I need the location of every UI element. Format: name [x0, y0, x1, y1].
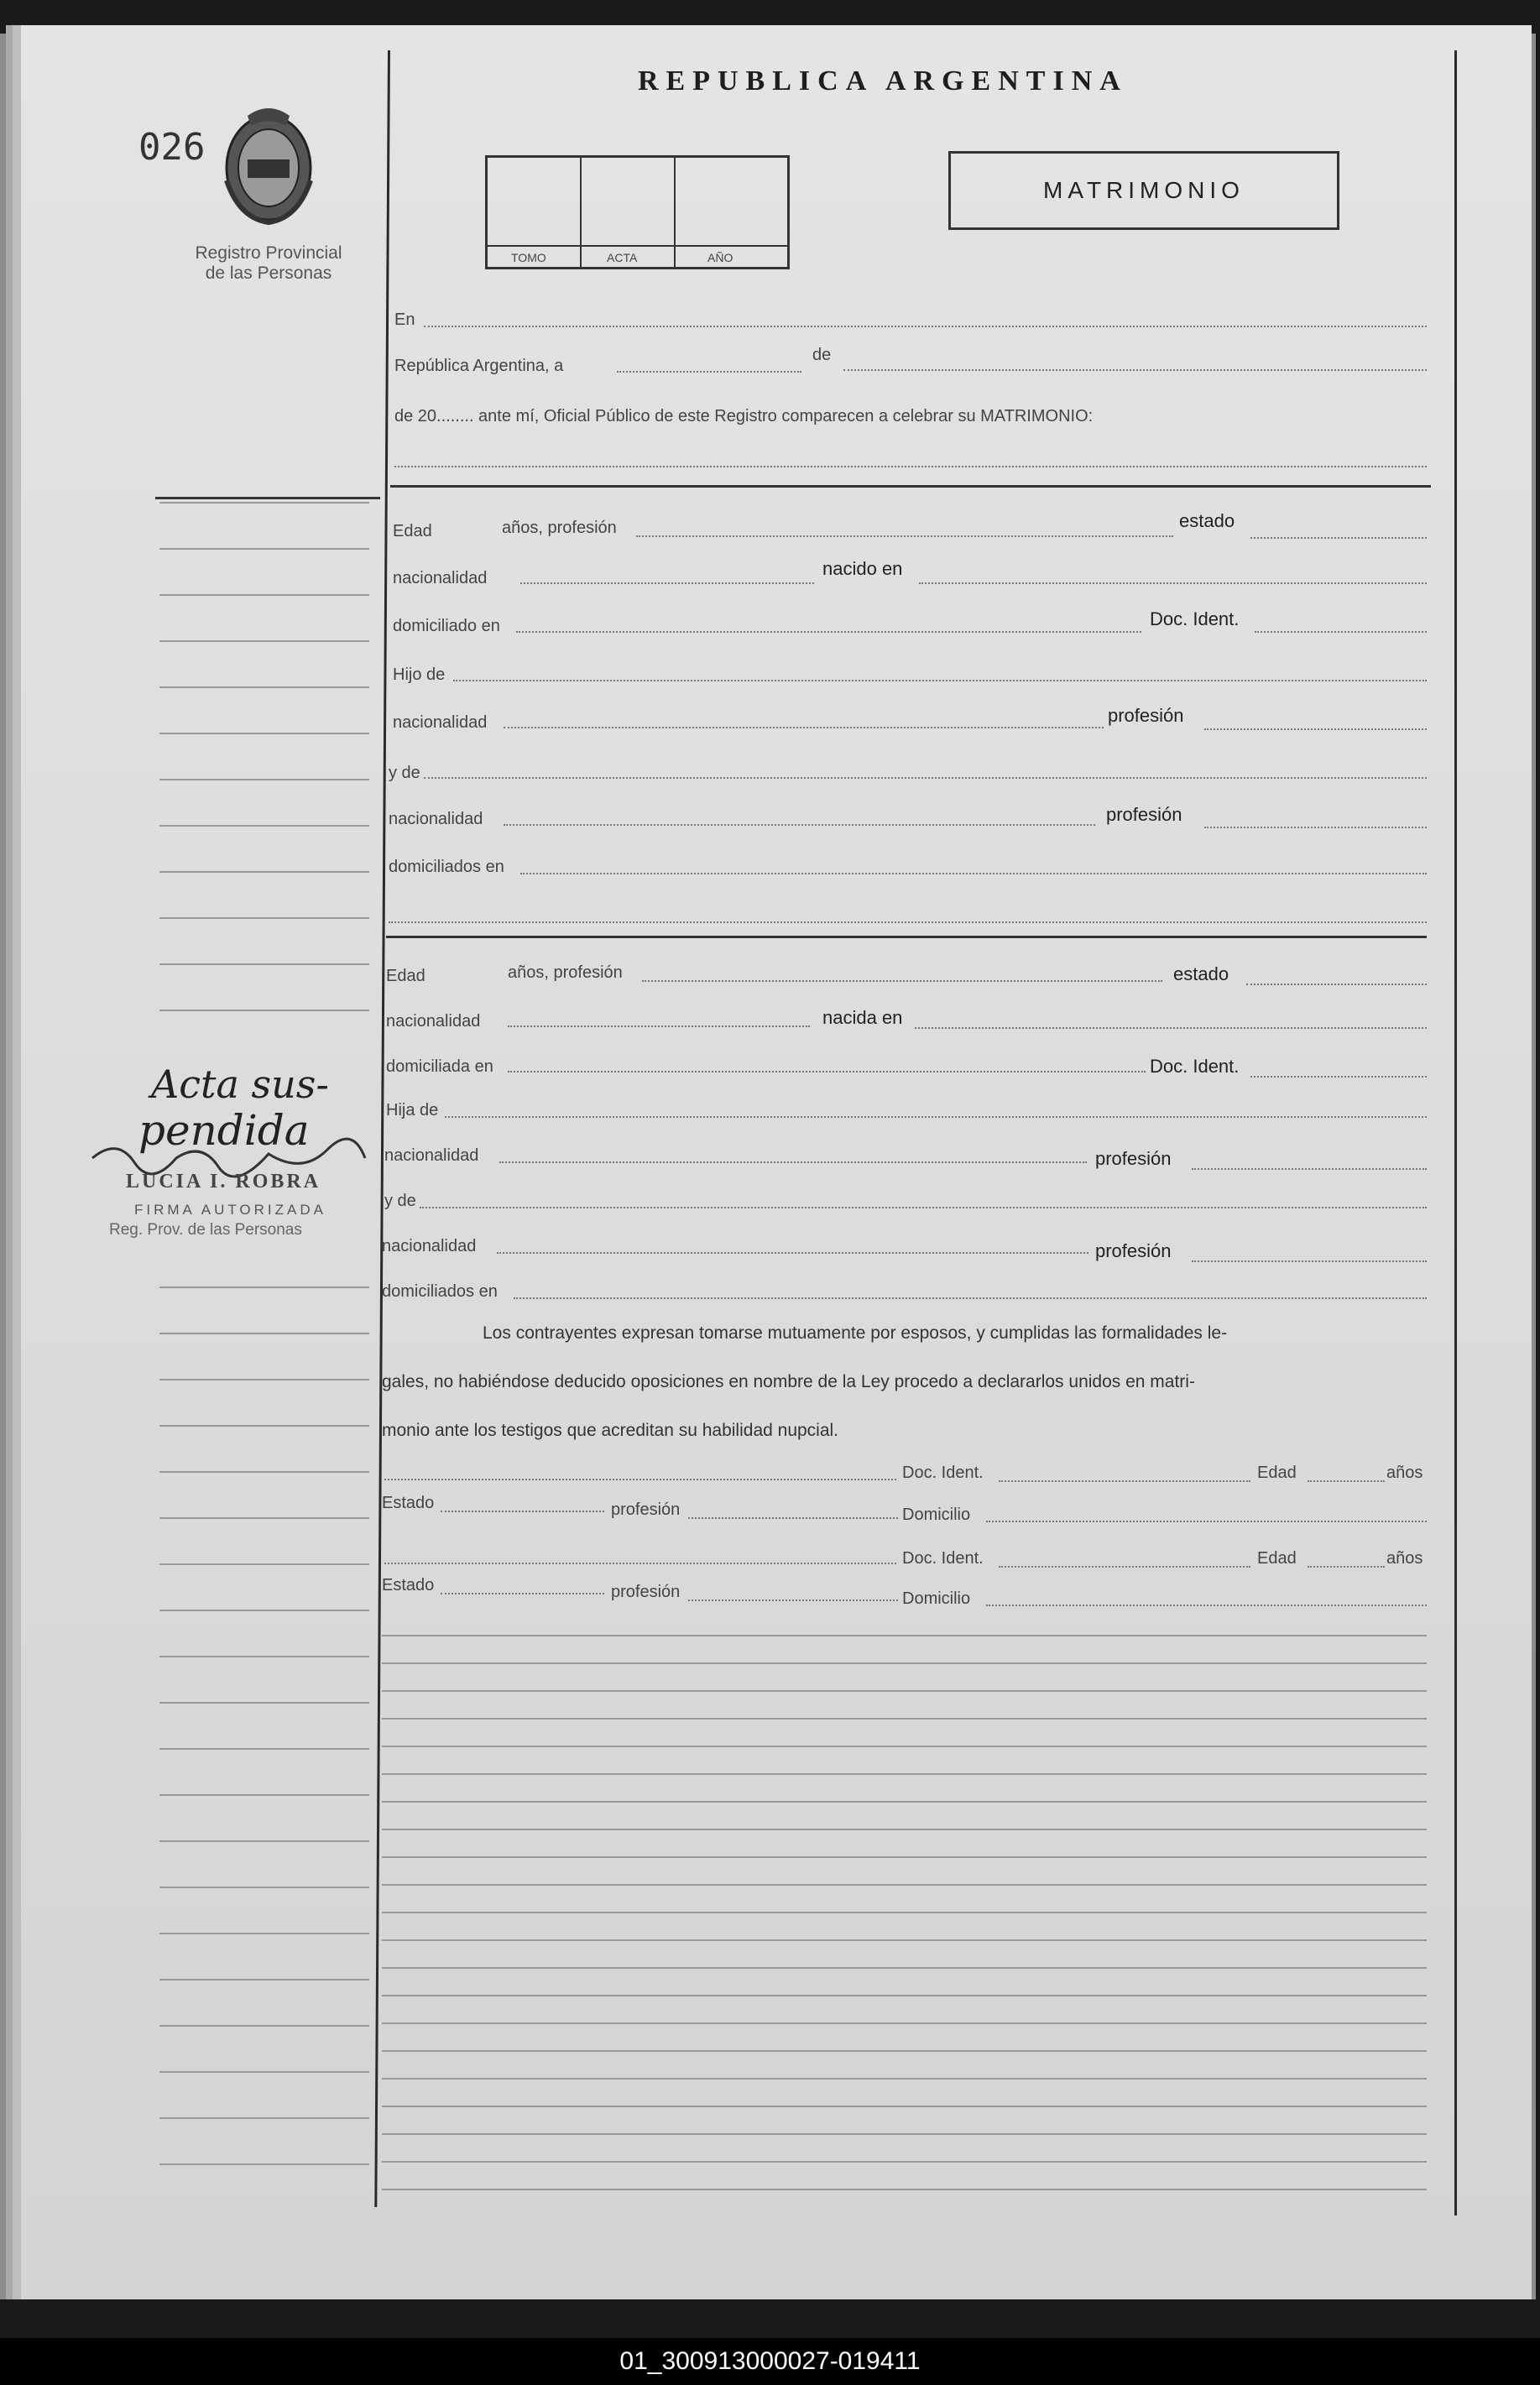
page-title: REPUBLICA ARGENTINA [638, 65, 1128, 97]
notes-line[interactable] [382, 2078, 1427, 2080]
groom-father-field[interactable] [453, 680, 1427, 681]
groom-mother-profesion-field[interactable] [1204, 827, 1427, 828]
groom-domiciliados-label: domiciliados en [389, 858, 504, 876]
witness2-edad-field[interactable] [1308, 1566, 1385, 1568]
witness2-domicilio-field[interactable] [986, 1605, 1427, 1606]
margin-line[interactable] [159, 1887, 369, 1888]
bride-nacionalidad-field[interactable] [508, 1025, 810, 1027]
bride-mother-profesion-field[interactable] [1192, 1260, 1427, 1262]
margin-line[interactable] [159, 1379, 369, 1380]
registry-line2: de las Personas [205, 264, 332, 283]
handwritten-annotation-line1: Acta sus- [151, 1062, 329, 1107]
margin-line[interactable] [159, 1702, 369, 1704]
groom-doc-field[interactable] [1255, 631, 1427, 633]
declaration-line3: monio ante los testigos que acreditan su habilidad nupcial. [382, 1421, 839, 1440]
notes-line[interactable] [382, 1829, 1427, 1830]
margin-line[interactable] [159, 1840, 369, 1842]
margin-line[interactable] [159, 1471, 369, 1473]
witness1-estado-label: Estado [382, 1494, 435, 1512]
margin-line[interactable] [159, 871, 369, 873]
margin-line[interactable] [159, 733, 369, 734]
bride-mother-profesion-label: profesión [1095, 1240, 1172, 1261]
page-number: 026 [138, 126, 206, 169]
margin-line[interactable] [159, 2163, 369, 2165]
witness2-anos-label: años [1386, 1549, 1423, 1568]
margin-line[interactable] [159, 1979, 369, 1981]
acta-caption: ACTA [607, 251, 638, 264]
witness1-domicilio-label: Domicilio [902, 1506, 971, 1524]
groom-extra-field[interactable] [389, 921, 1427, 923]
margin-line[interactable] [159, 2025, 369, 2027]
bride-nacionalidad-label: nacionalidad [386, 1012, 481, 1031]
groom-mother-profesion-label: profesión [1106, 804, 1182, 825]
bride-y-de-label: y de [384, 1192, 416, 1210]
groom-estado-field[interactable] [1250, 537, 1427, 539]
bride-domiciliados-label: domiciliados en [382, 1282, 498, 1301]
bride-doc-field[interactable] [1250, 1076, 1427, 1078]
margin-line[interactable] [159, 1656, 369, 1657]
bride-father-nacionalidad-label: nacionalidad [384, 1146, 479, 1165]
margin-line[interactable] [159, 548, 369, 550]
notes-line[interactable] [382, 1635, 1427, 1636]
notes-line[interactable] [382, 1801, 1427, 1803]
notes-line[interactable] [382, 2022, 1427, 2024]
margin-line[interactable] [159, 1794, 369, 1796]
groom-anos-profesion-label: años, profesión [502, 519, 617, 537]
witness2-domicilio-label: Domicilio [902, 1589, 971, 1608]
notes-line[interactable] [382, 2106, 1427, 2107]
margin-line[interactable] [159, 1425, 369, 1427]
witness2-name-field[interactable] [384, 1563, 896, 1564]
bride-domiciliada-label: domiciliada en [386, 1057, 493, 1076]
witness2-profesion-field[interactable] [688, 1600, 898, 1601]
notes-line[interactable] [382, 1967, 1427, 1969]
declaration-paragraph [382, 1309, 1423, 1455]
notes-line[interactable] [382, 1912, 1427, 1913]
section-divider-1 [390, 485, 1431, 488]
witness1-estado-field[interactable] [441, 1511, 604, 1512]
witness1-anos-label: años [1386, 1464, 1423, 1482]
notes-line[interactable] [382, 1995, 1427, 1996]
margin-line[interactable] [159, 1748, 369, 1750]
witness1-edad-field[interactable] [1308, 1480, 1385, 1482]
registry-line1: Registro Provincial [195, 243, 342, 263]
witness1-domicilio-field[interactable] [986, 1521, 1427, 1522]
margin-line[interactable] [159, 1286, 369, 1288]
groom-father-nacionalidad-field[interactable] [504, 727, 1104, 728]
bride-father-field[interactable] [445, 1116, 1427, 1118]
bride-anos-profesion-label: años, profesión [508, 963, 623, 982]
bride-doc-label: Doc. Ident. [1150, 1056, 1240, 1077]
year-intro-label: de 20........ ante mí, Oficial Público de este Registro comparecen a celebrar su MATRIMONIO: [394, 407, 1094, 425]
notes-line[interactable] [382, 1718, 1427, 1720]
margin-line[interactable] [159, 1563, 369, 1565]
notes-line[interactable] [382, 2050, 1427, 2052]
groom-domicilio-field[interactable] [516, 631, 1141, 633]
margin-line[interactable] [159, 917, 369, 919]
groom-doc-label: Doc. Ident. [1150, 608, 1240, 629]
ano-caption: AÑO [707, 251, 733, 264]
bride-nacida-label: nacida en [822, 1007, 903, 1028]
notes-line[interactable] [382, 1662, 1427, 1664]
declaration-line1: Los contrayentes expresan tomarse mutuamente por esposos, y cumplidas las formalidades le- [483, 1323, 1228, 1343]
groom-mother-nacionalidad-field[interactable] [504, 824, 1095, 826]
reference-box [485, 155, 790, 269]
notes-line[interactable] [382, 1690, 1427, 1692]
groom-y-de-label: y de [389, 764, 420, 782]
groom-father-profesion-field[interactable] [1204, 728, 1427, 730]
margin-line[interactable] [159, 1610, 369, 1611]
margin-line[interactable] [159, 2117, 369, 2119]
witness2-doc-field[interactable] [999, 1566, 1250, 1568]
margin-line[interactable] [159, 686, 369, 688]
notes-line[interactable] [382, 1856, 1427, 1858]
bride-father-profesion-field[interactable] [1192, 1168, 1427, 1170]
bride-parents-domicilio-field[interactable] [514, 1297, 1427, 1299]
witness2-estado-field[interactable] [441, 1593, 604, 1594]
day-field[interactable] [617, 371, 801, 373]
de-label: de [812, 346, 832, 364]
margin-line[interactable] [159, 1333, 369, 1334]
margin-line[interactable] [159, 963, 369, 965]
bride-hija-label: Hija de [386, 1101, 439, 1119]
header-extra-field[interactable] [394, 466, 1427, 467]
witness2-doc-label: Doc. Ident. [902, 1549, 984, 1568]
groom-nacionalidad-label: nacionalidad [393, 569, 488, 587]
bride-nacida-field[interactable] [915, 1027, 1427, 1029]
en-label: En [394, 311, 415, 329]
registry-label [176, 243, 361, 284]
bride-profesion-field[interactable] [642, 980, 1162, 982]
margin-line[interactable] [159, 640, 369, 642]
margin-line[interactable] [159, 1517, 369, 1519]
notes-line[interactable] [382, 1939, 1427, 1941]
bride-mother-nacionalidad-label: nacionalidad [382, 1237, 477, 1255]
margin-line[interactable] [159, 2071, 369, 2073]
groom-edad-label: Edad [393, 522, 432, 540]
notes-line[interactable] [382, 1884, 1427, 1886]
notes-line[interactable] [382, 1746, 1427, 1747]
notes-line[interactable] [382, 2161, 1427, 2163]
republica-label: República Argentina, a [394, 357, 564, 375]
witness1-doc-field[interactable] [999, 1480, 1250, 1482]
margin-line[interactable] [159, 1933, 369, 1934]
groom-mother-field[interactable] [424, 777, 1427, 779]
groom-father-profesion-label: profesión [1108, 705, 1184, 726]
margin-line[interactable] [159, 594, 369, 596]
groom-estado-label: estado [1179, 510, 1235, 531]
margin-top-divider [155, 497, 380, 499]
groom-father-nacionalidad-label: nacionalidad [393, 713, 488, 732]
bride-father-nacionalidad-field[interactable] [499, 1161, 1087, 1163]
groom-parents-domicilio-field[interactable] [520, 873, 1427, 874]
record-type-box: MATRIMONIO [948, 151, 1339, 230]
footer-file-id: 01_300913000027-019411 [0, 2338, 1540, 2385]
witness1-edad-label: Edad [1257, 1464, 1297, 1482]
margin-line[interactable] [159, 825, 369, 827]
bride-domicilio-field[interactable] [508, 1071, 1146, 1072]
groom-profesion-field[interactable] [636, 535, 1173, 537]
witness2-edad-label: Edad [1257, 1549, 1297, 1568]
bride-mother-nacionalidad-field[interactable] [497, 1252, 1088, 1254]
groom-nacido-field[interactable] [919, 582, 1427, 584]
margin-line[interactable] [159, 1010, 369, 1011]
groom-nacido-label: nacido en [822, 558, 903, 579]
bride-estado-field[interactable] [1246, 984, 1427, 985]
stamp-registry: Reg. Prov. de las Personas [109, 1221, 302, 1239]
bride-estado-label: estado [1173, 963, 1229, 984]
groom-mother-nacionalidad-label: nacionalidad [389, 810, 483, 828]
groom-hijo-label: Hijo de [393, 665, 446, 684]
witness1-profesion-label: profesión [611, 1500, 681, 1519]
bride-mother-field[interactable] [420, 1207, 1427, 1208]
bride-father-profesion-label: profesión [1095, 1148, 1172, 1169]
coat-of-arms-seal [214, 101, 323, 227]
witness1-profesion-field[interactable] [688, 1517, 898, 1519]
month-field[interactable] [843, 369, 1427, 371]
stamp-authorized-signature: FIRMA AUTORIZADA [134, 1202, 326, 1218]
notes-line[interactable] [382, 1773, 1427, 1775]
margin-line[interactable] [159, 502, 369, 504]
stamp-name: LUCIA I. ROBRA [126, 1171, 321, 1192]
witness1-doc-label: Doc. Ident. [902, 1464, 984, 1482]
bride-edad-label: Edad [386, 967, 425, 985]
witness2-profesion-label: profesión [611, 1583, 681, 1601]
right-border [1454, 50, 1457, 2215]
witness1-name-field[interactable] [384, 1479, 896, 1480]
notes-line[interactable] [382, 2189, 1427, 2190]
en-field[interactable] [424, 326, 1427, 327]
declaration-line2: gales, no habiéndose deducido oposiciones en nombre de la Ley procedo a declararlos unidos en matri- [382, 1372, 1195, 1391]
notes-line[interactable] [382, 2133, 1427, 2135]
groom-nacionalidad-field[interactable] [520, 582, 814, 584]
witness2-estado-label: Estado [382, 1576, 435, 1594]
groom-domiciliado-label: domiciliado en [393, 617, 500, 635]
tomo-caption: TOMO [511, 251, 546, 264]
section-divider-2 [386, 936, 1427, 938]
margin-line[interactable] [159, 779, 369, 780]
handwritten-annotation-line2: pendida [138, 1106, 310, 1155]
